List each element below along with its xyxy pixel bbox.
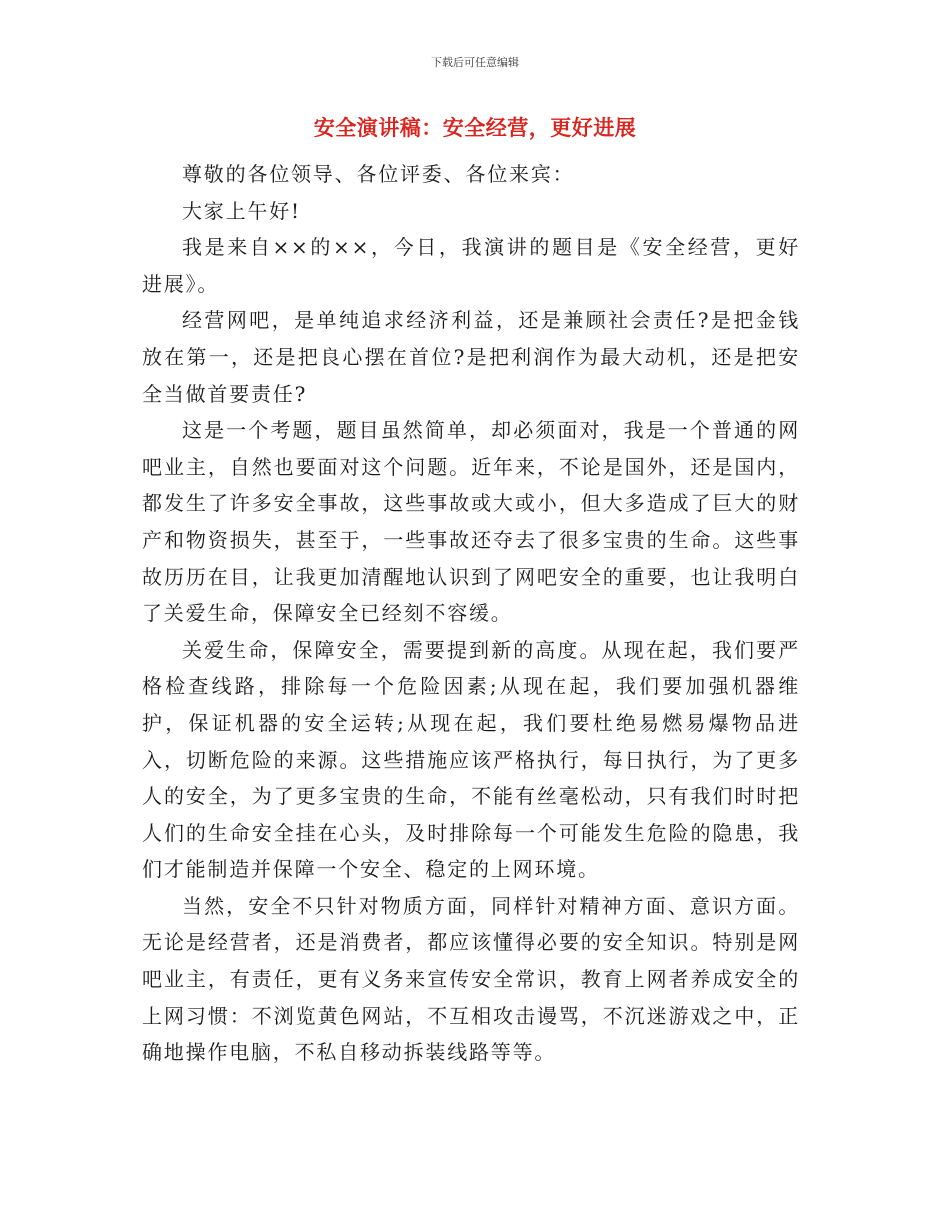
document-title: 安全演讲稿：安全经营，更好进展 <box>313 116 637 140</box>
paragraph-greeting: 大家上午好! <box>182 198 301 223</box>
paragraph-salutation: 尊敬的各位领导、各位评委、各位来宾： <box>182 162 575 186</box>
paragraph-measures: 关爱生命，保障安全，需要提到新的高度。从现在起，我们要严格检查线路，排除每一个危险因素;从现在起，我们要加强机器维护，保证机器的安全运转;从现在起，我们要杜绝易燃易爆物品进入，切断危险的来源。这些措施应该严格执行，每日执行，为了更多人的安全，为了更多宝贵的生命，不能有丝毫松动，只有我们时时把人们的生命安全挂在心头，及时排除每一个可能发生危险的隐患，我们才能制造并保障一个安全、稳定的上网环境。 <box>142 637 800 882</box>
paragraph-question: 经营网吧，是单纯追求经济利益，还是兼顾社会责任?是把金钱放在第一，还是把良心摆在首位?是把利润作为最大动机，还是把安全当做首要责任? <box>142 308 800 406</box>
document-body <box>142 156 800 1071</box>
paragraph-intro: 我是来自××的××，今日，我演讲的题目是《安全经营，更好进展》。 <box>142 235 800 296</box>
header-note: 下载后可任意编辑 <box>431 56 519 69</box>
paragraph-context: 这是一个考题，题目虽然简单，却必须面对，我是一个普通的网吧业主，自然也要面对这个问题。近年来，不论是国外，还是国内，都发生了许多安全事故，这些事故或大或小，但大多造成了巨大的财产和物资损失，甚至于，一些事故还夺去了很多宝贵的生命。这些事故历历在目，让我更加清醒地认识到了网吧安全的重要，也让我明白了关爱生命，保障安全已经刻不容缓。 <box>142 418 800 626</box>
paragraph-awareness: 当然，安全不只针对物质方面，同样针对精神方面、意识方面。无论是经营者，还是消费者，都应该懂得必要的安全知识。特别是网吧业主，有责任，更有义务来宣传安全常识，教育上网者养成安全的上网习惯：不浏览黄色网站，不互相攻击谩骂，不沉迷游戏之中，正确地操作电脑，不私自移动拆装线路等等。 <box>142 893 800 1065</box>
